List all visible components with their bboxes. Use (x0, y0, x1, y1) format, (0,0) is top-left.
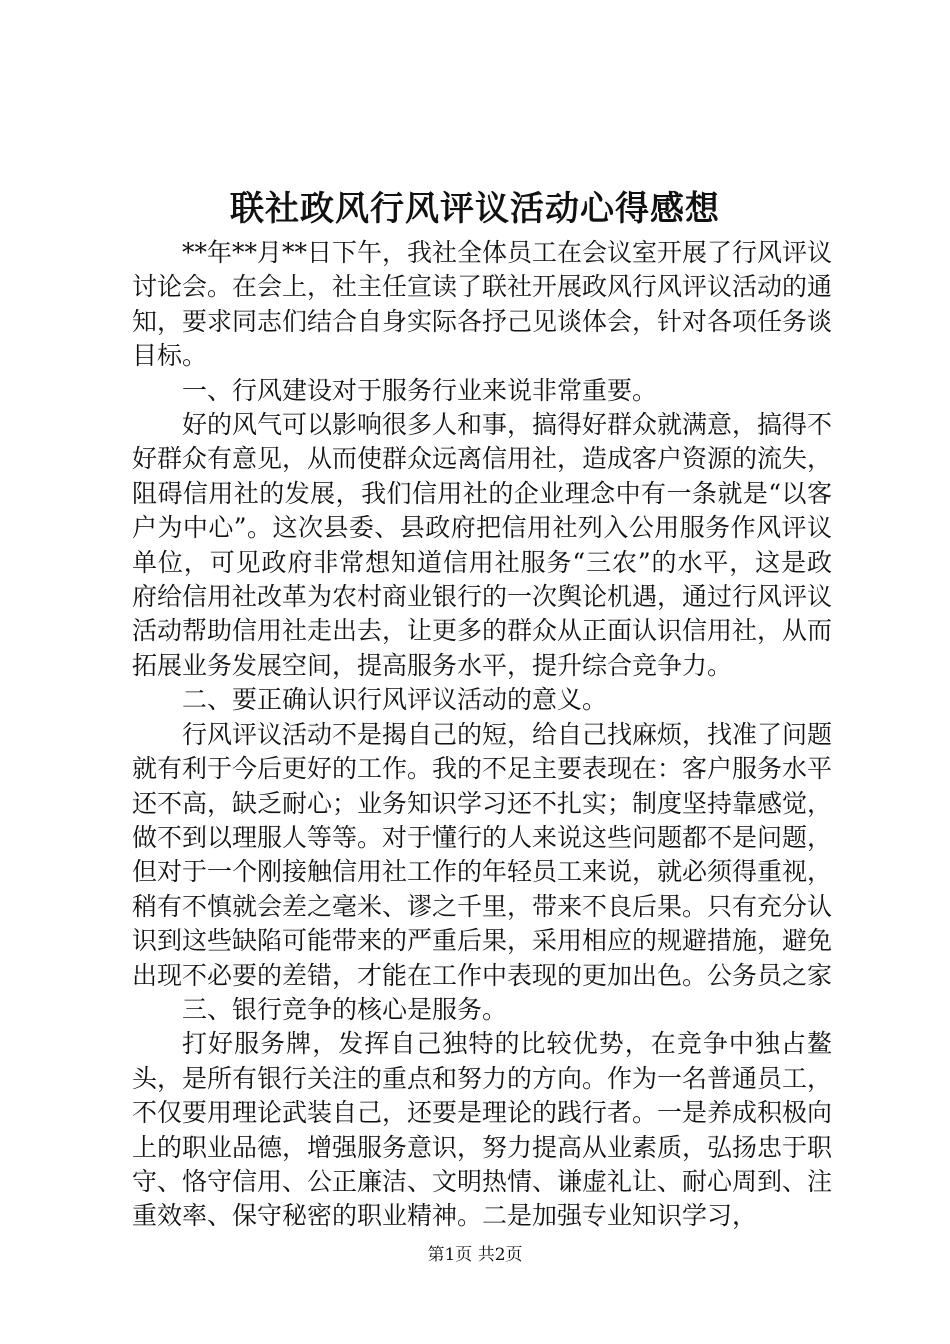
section-paragraph-1: 好的风气可以影响很多人和事，搞得好群众就满意，搞得不好群众有意见，从而使群众远离信用社，造成客户资源的流失，阻碍信用社的发展，我们信用社的企业理念中有一条就是“以客户为中心”。这次县委、县政府把信用社列入公用服务作风评议单位，可见政府非常想知道信用社服务“三农”的水平，这是政府给信用社改革为农村商业银行的一次舆论机遇，通过行风评议活动帮助信用社走出去，让更多的群众从正面认识信用社，从而拓展业务发展空间，提高服务水平，提升综合竞争力。 (132, 410, 833, 680)
document-body (132, 236, 832, 1234)
intro-paragraph: **年**月**日下午，我社全体员工在会议室开展了行风评议讨论会。在会上，社主任宣读了联社开展政风行风评议活动的通知，要求同志们结合自身实际各抒己见谈体会，针对各项任务谈目标。 (132, 238, 833, 371)
section-paragraph-3: 打好服务牌，发挥自己独特的比较优势，在竞争中独占鳌头，是所有银行关注的重点和努力的方向。作为一名普通员工，不仅要用理论武装自己，还要是理论的践行者。一是养成积极向上的职业品德，增强服务意识，努力提高从业素质，弘扬忠于职守、恪守信用、公正廉洁、文明热情、谦虚礼让、耐心周到、注重效率、保守秘密的职业精神。二是加强专业知识学习， (132, 1029, 833, 1231)
section-paragraph-2: 行风评议活动不是揭自己的短，给自己找麻烦，找准了问题就有利于今后更好的工作。我的不足主要表现在：客户服务水平还不高，缺乏耐心；业务知识学习还不扎实；制度坚持靠感觉，做不到以理服人等等。对于懂行的人来说这些问题都不是问题，但对于一个刚接触信用社工作的年轻员工来说，就必须得重视，稍有不慎就会差之毫米、谬之千里，带来不良后果。只有充分认识到这些缺陷可能带来的严重后果，采用相应的规避措施，避免出现不必要的差错，才能在工作中表现的更加出色。公务员之家 (132, 719, 833, 990)
section-heading-1: 一、行风建设对于服务行业来说非常重要。 (182, 375, 658, 405)
document-title: 联社政风行风评议活动心得感想 (230, 189, 720, 229)
page-number-footer: 第1页 共2页 (427, 1245, 523, 1265)
section-heading-2: 二、要正确认识行风评议活动的意义。 (182, 685, 608, 715)
section-heading-3: 三、银行竞争的核心是服务。 (182, 994, 508, 1024)
